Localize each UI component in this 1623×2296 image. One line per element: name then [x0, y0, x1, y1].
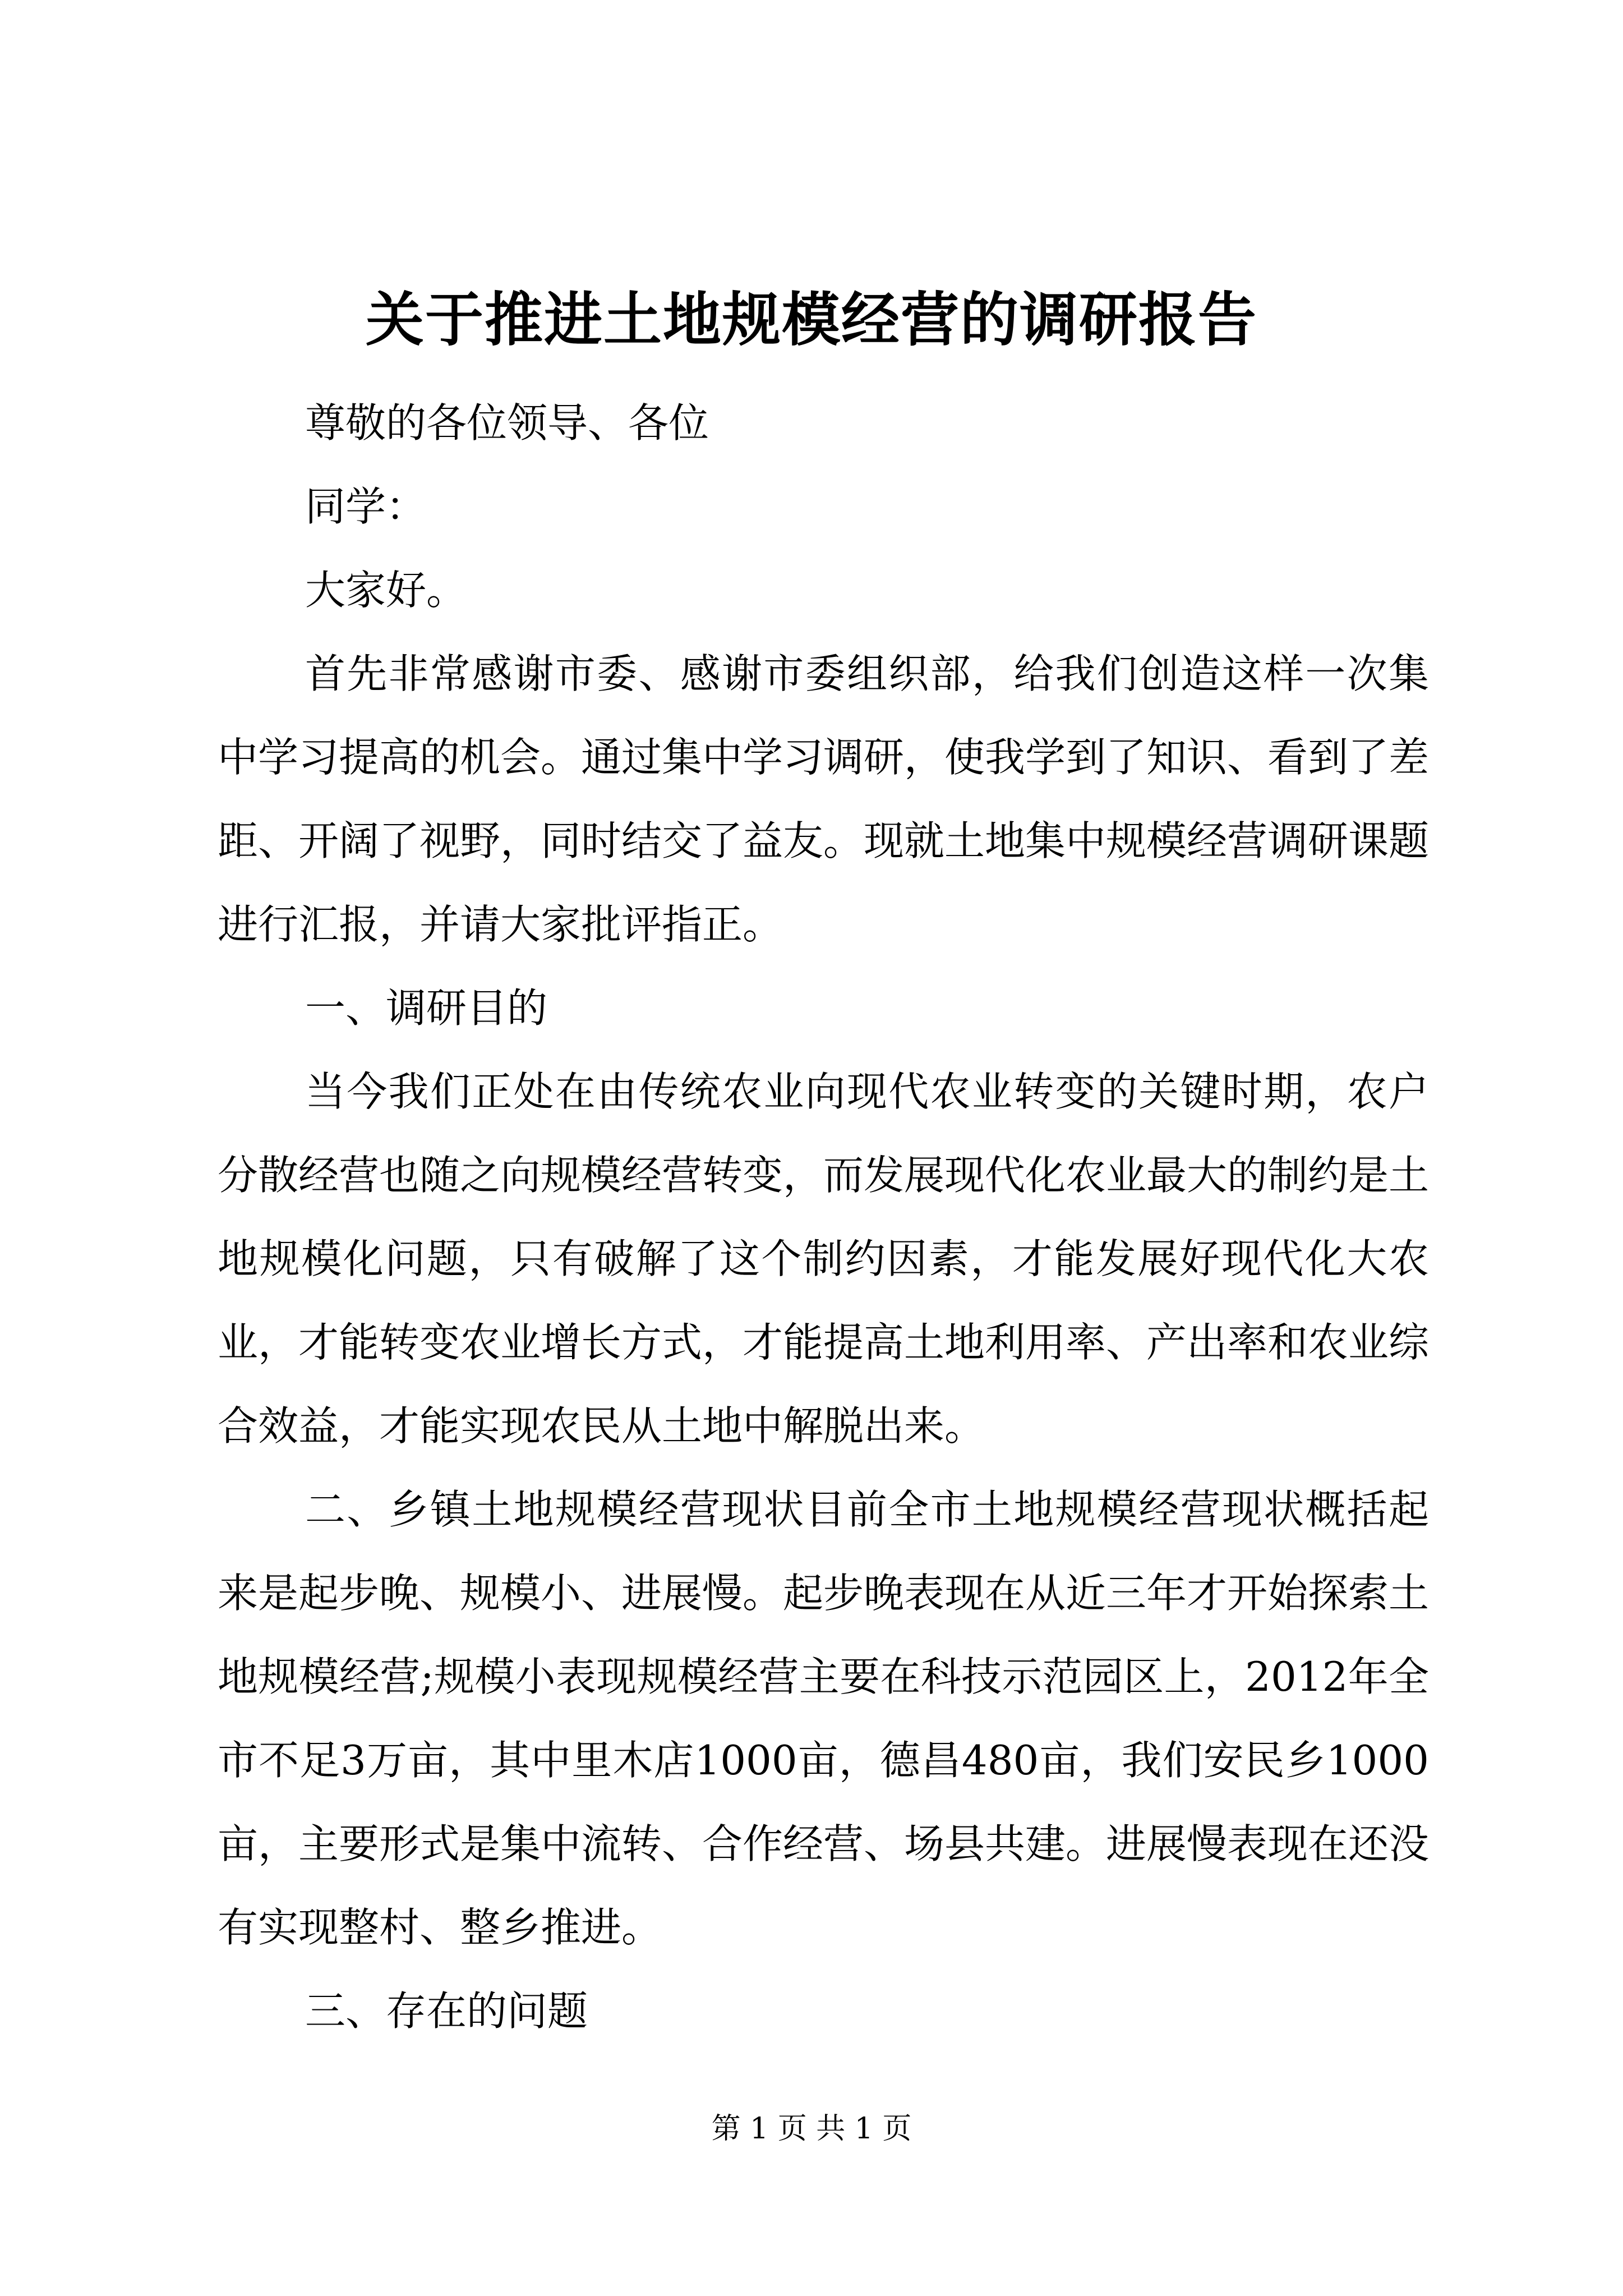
- intro-paragraph: 首先非常感谢市委、感谢市委组织部，给我们创造这样一次集中学习提高的机会。通过集中学习调研，使我学到了知识、看到了差距、开阔了视野，同时结交了益友。现就土地集中规模经营调研课题进行汇报，并请大家批评指正。: [218, 650, 1430, 948]
- salutation-line-1: 尊敬的各位领导、各位: [305, 399, 709, 447]
- section-heading-1: 一、调研目的: [305, 984, 548, 1032]
- greeting: 大家好。: [305, 567, 467, 614]
- document-body: [218, 381, 1429, 2053]
- page-footer: 第 1 页 共 1 页: [711, 2112, 912, 2146]
- document-title: 关于推进土地规模经营的调研报告: [365, 285, 1257, 354]
- salutation-line-2: 同学：: [305, 483, 427, 530]
- section-heading-3: 三、存在的问题: [305, 1987, 588, 2035]
- section-2-paragraph: 二、乡镇土地规模经营现状目前全市土地规模经营现状概括起来是起步晚、规模小、进展慢。起步晚表现在从近三年才开始探索土地规模经营;规模小表现规模经营主要在科技示范园区上，2012年全市不足3万亩，其中里木店1000亩，德昌480亩，我们安民乡1000亩，主要形式是集中流转、合作经营、场县共建。进展慢表现在还没有实现整村、整乡推进。: [218, 1486, 1430, 1951]
- section-1-paragraph: 当今我们正处在由传统农业向现代农业转变的关键时期，农户分散经营也随之向规模经营转变，而发展现代化农业最大的制约是土地规模化问题，只有破解了这个制约因素，才能发展好现代化大农业，才能转变农业增长方式，才能提高土地利用率、产出率和农业综合效益，才能实现农民从土地中解脱出来。: [218, 1068, 1430, 1450]
